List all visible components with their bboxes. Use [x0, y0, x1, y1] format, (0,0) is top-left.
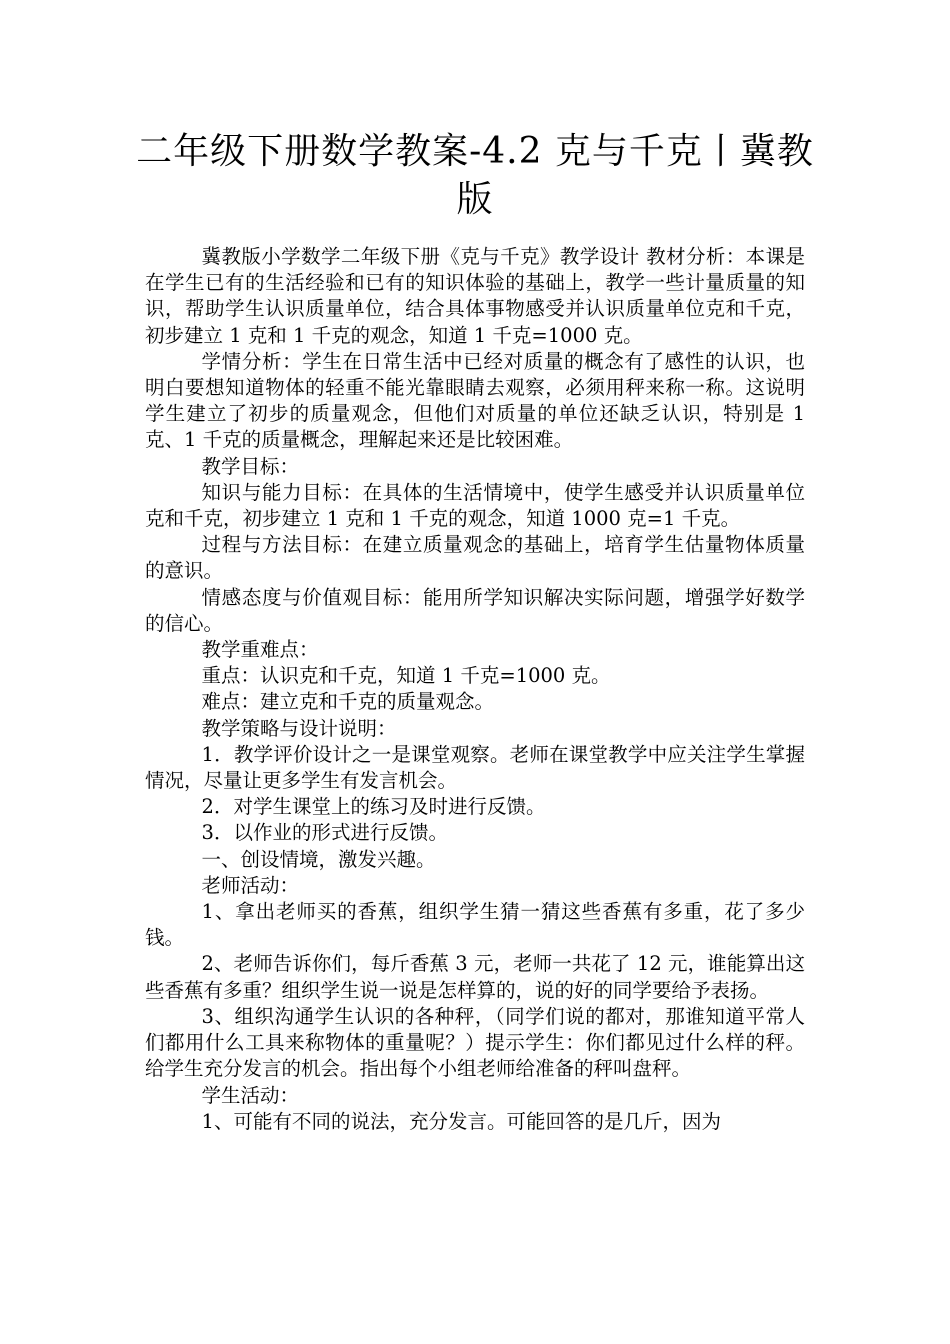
list-item-teacher-3: 3、组织沟通学生认识的各种秤，（同学们说的都对，那谁知道平常人们都用什么工具来称物体的重量呢？）提示学生：你们都见过什么样的秤。给学生充分发言的机会。指出每个小组老师给准备的秤叫盘秤。 — [145, 1004, 805, 1081]
paragraph-intro: 冀教版小学数学二年级下册《克与千克》教学设计 教材分析：本课是在学生已有的生活经验和已有的知识体验的基础上，教学一些计量质量的知识，帮助学生认识质量单位，结合具体事物感受并认识质量单位克和千克，初步建立 1 克和 1 千克的观念，知道 1 千克=1000 克。 — [145, 245, 805, 347]
list-item-strategy-3: 3．以作业的形式进行反馈。 — [201, 821, 448, 845]
heading-strategy: 教学策略与设计说明： — [201, 716, 397, 740]
document-title: 二年级下册数学教案-4.2 克与千克丨冀教版 — [136, 131, 814, 220]
heading-student-activity: 学生活动： — [201, 1083, 300, 1107]
paragraph-knowledge-goal: 知识与能力目标：在具体的生活情境中，使学生感受并认识质量单位克和千克，初步建立 1 克和 1 千克的观念，知道 1000 克=1 千克。 — [145, 480, 805, 531]
paragraph-difficult-point: 难点：建立克和千克的质量观念。 — [201, 690, 495, 714]
heading-section-1: 一、创设情境，激发兴趣。 — [201, 847, 436, 871]
paragraph-process-goal: 过程与方法目标：在建立质量观念的基础上，培育学生估量物体质量的意识。 — [145, 533, 805, 583]
paragraph-attitude-goal: 情感态度与价值观目标：能用所学知识解决实际问题，增强学好数学的信心。 — [145, 585, 805, 635]
list-item-strategy-2: 2．对学生课堂上的练习及时进行反馈。 — [201, 795, 546, 819]
list-item-teacher-2: 2、老师告诉你们，每斤香蕉 3 元，老师一共花了 12 元，谁能算出这些香蕉有多重？组织学生说一说是怎样算的，说的好的同学要给予表扬。 — [145, 952, 805, 1002]
list-item-student-1: 1、可能有不同的说法，充分发言。可能回答的是几斤，因为 — [201, 1109, 721, 1133]
list-item-teacher-1: 1、拿出老师买的香蕉，组织学生猜一猜这些香蕉有多重，花了多少钱。 — [145, 900, 805, 950]
heading-teacher-activity: 老师活动： — [201, 873, 300, 897]
heading-key-difficult-points: 教学重难点： — [201, 638, 319, 662]
paragraph-student-analysis: 学情分析：学生在日常生活中已经对质量的概念有了感性的认识，也明白要想知道物体的轻重不能光靠眼睛去观察，必须用秤来称一称。这说明学生建立了初步的质量观念，但他们对质量的单位还缺乏认识，特别是 1 克、1 千克的质量概念，理解起来还是比较困难。 — [145, 349, 805, 452]
paragraph-key-point: 重点：认识克和千克，知道 1 千克=1000 克。 — [201, 664, 611, 688]
heading-teaching-goals: 教学目标： — [201, 454, 300, 478]
list-item-strategy-1: 1．教学评价设计之一是课堂观察。老师在课堂教学中应关注学生掌握情况，尽量让更多学生有发言机会。 — [145, 742, 805, 793]
document-body — [145, 244, 805, 1135]
